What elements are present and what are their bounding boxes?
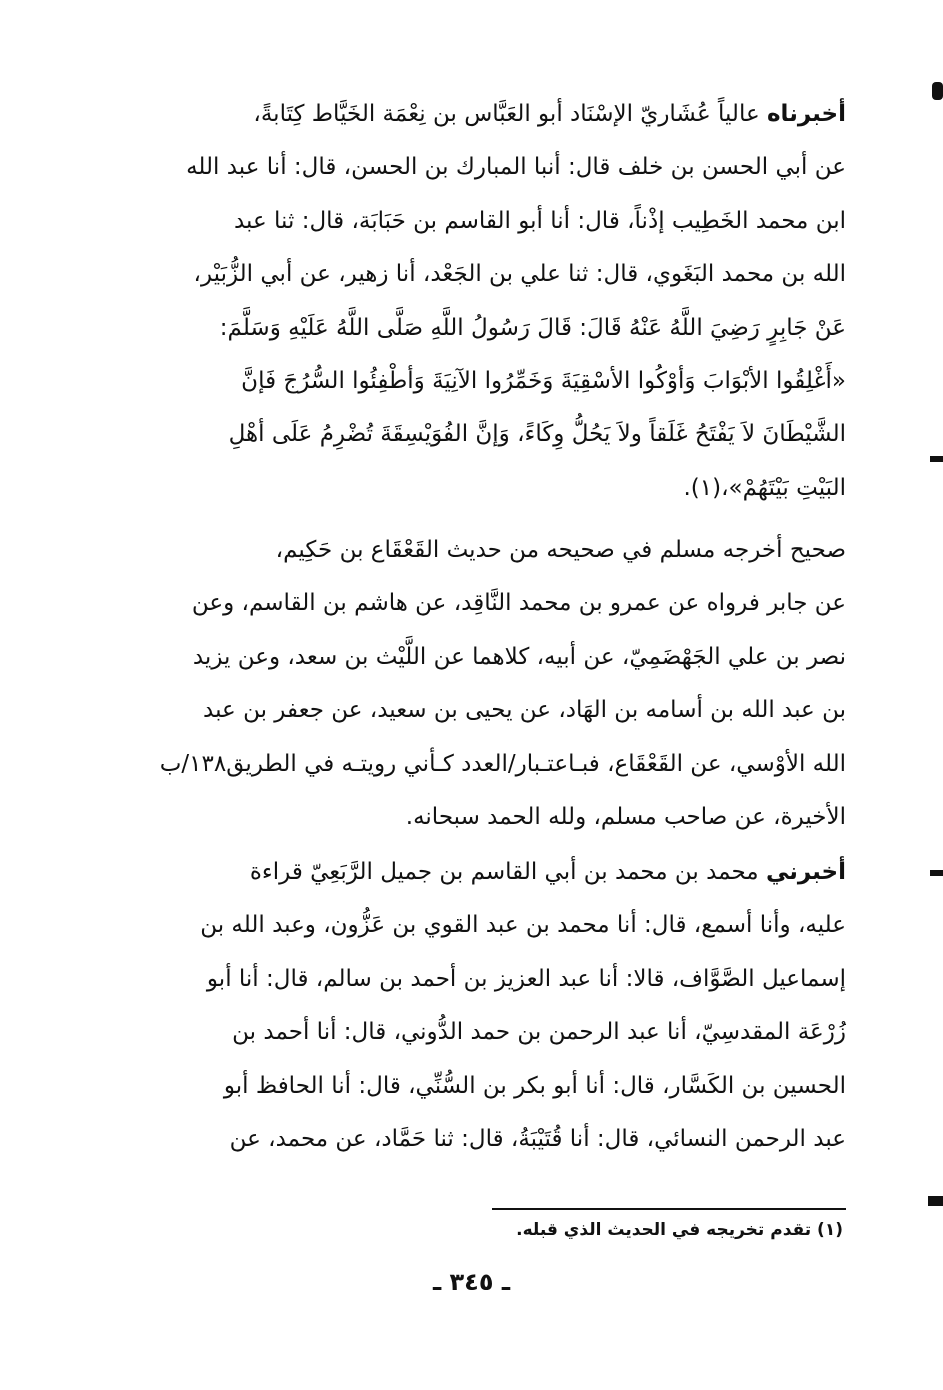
- paragraph-1: [160, 88, 846, 515]
- lead-word: أخبرني: [765, 859, 846, 885]
- lead-word: أخبرناه: [766, 101, 846, 127]
- scan-mark: [930, 456, 943, 462]
- text-line: ابن محمد الخَطِيب إذْناً، قال: أنا أبو القاسم بن حَبَابَة، قال: ثنا عبد: [233, 207, 846, 234]
- paragraph-2: [160, 524, 846, 844]
- text-line: عبد الرحمن النسائي، قال: أنا قُتَيْبَةُ، قال: ثنا حَمَّاد، عن محمد، عن: [229, 1125, 846, 1152]
- text-line: الشَّيْطَانَ لاَ يَفْتَحُ غَلَقاً ولاَ يَحُلُّ وِكَاءً، وَإنَّ الفُوَيْسِقَةَ تُضْرِمُ عَلَى أهْلِ: [228, 421, 846, 448]
- page-number: ـ ٣٤٥ ـ: [432, 1268, 511, 1296]
- text-line-margin-note: الله الأوْسي، عن القَعْقَاع، فبـاعتـبار/العدد كـأني رويتـه في الطريق١٣٨/ب: [159, 750, 846, 777]
- text-line: عليه، وأنا أسمع، قال: أنا محمد بن عبد القوي بن عَزُّون، وعبد الله بن: [200, 912, 846, 939]
- text-line: الله بن محمد البَغَوي، قال: ثنا علي بن الجَعْد، أنا زهير، عن أبي الزُّبَيْر،: [193, 261, 846, 288]
- text-line: الأخيرة، عن صاحب مسلم، ولله الحمد سبحانه.: [405, 803, 846, 830]
- text-line: عن جابر فرواه عن عمرو بن محمد النَّاقِد، عن هاشم بن القاسم، وعن: [191, 590, 846, 617]
- footnote: (١) تقدم تخريجه في الحديث الذي قبله.: [516, 1220, 843, 1240]
- text-line: عن أبي الحسن بن خلف قال: أنبا المبارك بن الحسن، قال: أنا عبد الله: [186, 154, 846, 181]
- text-line: الحسين بن الكَسَّار، قال: أنا أبو بكر بن السُّنِّي، قال: أنا الحافظ أبو: [223, 1072, 846, 1099]
- text-line: إسماعيل الصَّوَّاف، قالا: أنا عبد العزيز بن أحمد بن سالم، قال: أنا أبو: [206, 965, 846, 992]
- scan-mark: [932, 82, 943, 100]
- text-line: زُرْعَة المقدسِيّ، أنا عبد الرحمن بن حمد الدُّوني، قال: أنا أحمد بن: [232, 1019, 846, 1046]
- text-line: بن عبد الله بن أسامه بن الهَاد، عن يحيى بن سعيد، عن جعفر بن عبد: [203, 697, 846, 724]
- text-line: عَنْ جَابِرٍ رَضِيَ اللَّهُ عَنْهُ قَالَ: قَالَ رَسُولُ اللَّهِ صَلَّى اللَّهُ عَلَيْهِ وَسَلَّمَ:: [219, 314, 846, 341]
- text-line: أخبرناه عالياً عُشَاريّ الإسْنَاد أبو العَبَّاس بن نِعْمَة الخَيَّاط كِتَابةً،: [253, 101, 846, 127]
- scan-mark: [930, 870, 943, 876]
- text-line: أخبرني محمد بن محمد بن أبي القاسم بن جميل الرَّبَعِيّ قراءة: [249, 859, 846, 885]
- footnote-separator: [492, 1208, 846, 1210]
- text-line: «أَغْلِقُوا الأبْوَابَ وَأوْكُوا الأسْقِيَةَ وَخَمِّرُوا الآنِيَةَ وَأطْفِئُوا السُّرُجَ فَإنَّ: [241, 367, 846, 394]
- scan-mark: [928, 1196, 943, 1206]
- text-line: البَيْتِ بَيْتَهُمْ»،(١).: [683, 474, 846, 501]
- paragraph-3: [160, 846, 846, 1166]
- text-line: صحيح أخرجه مسلم في صحيحه من حديث القَعْقَاع بن حَكِيم،: [275, 537, 846, 563]
- text-line: نصر بن علي الجَهْضَمِيّ، عن أبيه، كلاهما عن اللَّيْث بن سعد، وعن يزيد: [192, 643, 846, 670]
